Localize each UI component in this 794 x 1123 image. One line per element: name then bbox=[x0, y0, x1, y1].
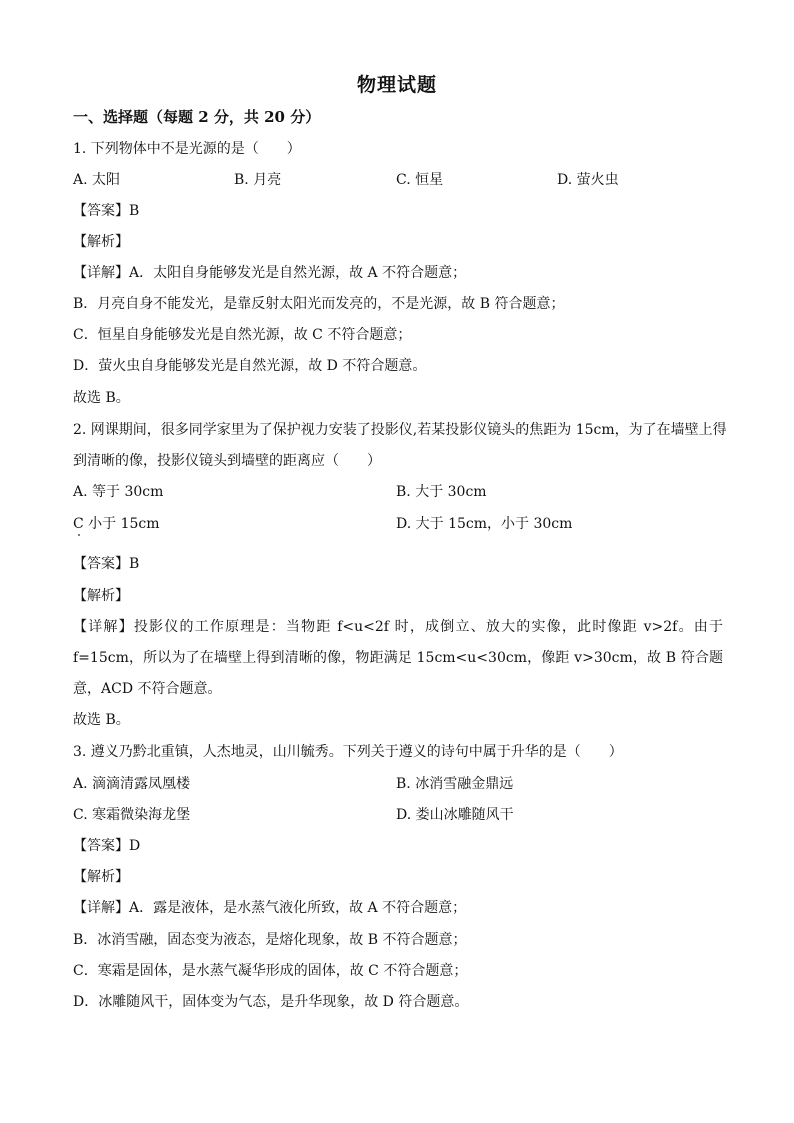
q2-detail-paragraph: 【详解】投影仪的工作原理是：当物距 f<u<2f 时，成倒立、放大的实像，此时像距 v>2f。由于 f=15cm，所以为了在墙壁上得到清晰的像，物距满足 15cm<u<30cm，像距 v>30cm，故 B 符合题意，ACD 不符合题意。 bbox=[73, 619, 723, 697]
q2-conclusion: 故选 B。 bbox=[73, 712, 130, 728]
section-heading: 一、选择题（每题 2 分，共 20 分） bbox=[73, 108, 321, 126]
q1-detail-line: B．月亮自身不能发光，是靠反射太阳光而发亮的，不是光源，故 B 符合题意； bbox=[73, 296, 565, 312]
page-title: 物理试题 bbox=[356, 74, 437, 96]
q1-conclusion: 故选 B。 bbox=[73, 390, 130, 406]
question-3-stem: 3. 遵义乃黔北重镇，人杰地灵，山川毓秀。下列关于遵义的诗句中属于升华的是（ ） bbox=[73, 744, 623, 760]
q3-detail-line: B．冰消雪融，固态变为液态，是熔化现象，故 B 不符合题意； bbox=[73, 932, 467, 948]
q3-detail-line: 【详解】A．露是液体，是水蒸气液化所致，故 A 不符合题意； bbox=[73, 900, 467, 916]
q1-option-b: B. 月亮 bbox=[234, 172, 282, 188]
q3-option-b: B. 冰消雪融金鼎远 bbox=[396, 776, 514, 792]
q3-option-d: D. 娄山冰雕随风干 bbox=[396, 807, 514, 823]
q3-detail-line: D．冰雕随风干，固体变为气态，是升华现象，故 D 符合题意。 bbox=[73, 994, 469, 1010]
q3-analysis-label: 【解析】 bbox=[73, 869, 129, 885]
q2-answer: 【答案】B bbox=[73, 556, 140, 572]
q1-detail-line: 【详解】A．太阳自身能够发光是自然光源，故 A 不符合题意； bbox=[73, 265, 467, 281]
q1-detail-line: D．萤火虫自身能够发光是自然光源，故 D 不符合题意。 bbox=[73, 358, 427, 374]
q2-option-b: B. 大于 30cm bbox=[396, 484, 487, 500]
q3-answer: 【答案】D bbox=[73, 838, 141, 854]
q2-option-d: D. 大于 15cm，小于 30cm bbox=[396, 516, 573, 532]
q1-option-a: A. 太阳 bbox=[73, 172, 121, 188]
q3-option-c: C. 寒霜微染海龙堡 bbox=[73, 807, 191, 823]
stray-dot bbox=[78, 534, 80, 536]
question-2-stem-line1: 2. 网课期间，很多同学家里为了保护视力安装了投影仪,若某投影仪镜头的焦距为 15cm，为了在墙壁上得 bbox=[73, 422, 727, 438]
q2-option-c: C 小于 15cm bbox=[73, 516, 160, 532]
q3-option-a: A. 滴滴清露凤凰楼 bbox=[73, 776, 191, 792]
q3-detail-line: C．寒霜是固体，是水蒸气凝华形成的固体，故 C 不符合题意； bbox=[73, 963, 468, 979]
q1-option-d: D. 萤火虫 bbox=[557, 172, 619, 188]
question-2-stem-line2: 到清晰的像，投影仪镜头到墙壁的距离应（ ） bbox=[73, 453, 381, 469]
question-1-stem: 1. 下列物体中不是光源的是（ ） bbox=[73, 141, 301, 157]
q1-option-c: C. 恒星 bbox=[396, 172, 444, 188]
q1-detail-line: C．恒星自身能够发光是自然光源，故 C 不符合题意； bbox=[73, 327, 412, 343]
q2-option-a: A. 等于 30cm bbox=[73, 484, 164, 500]
q2-analysis-label: 【解析】 bbox=[73, 588, 129, 604]
q1-answer: 【答案】B bbox=[73, 203, 140, 219]
q1-analysis-label: 【解析】 bbox=[73, 234, 129, 250]
